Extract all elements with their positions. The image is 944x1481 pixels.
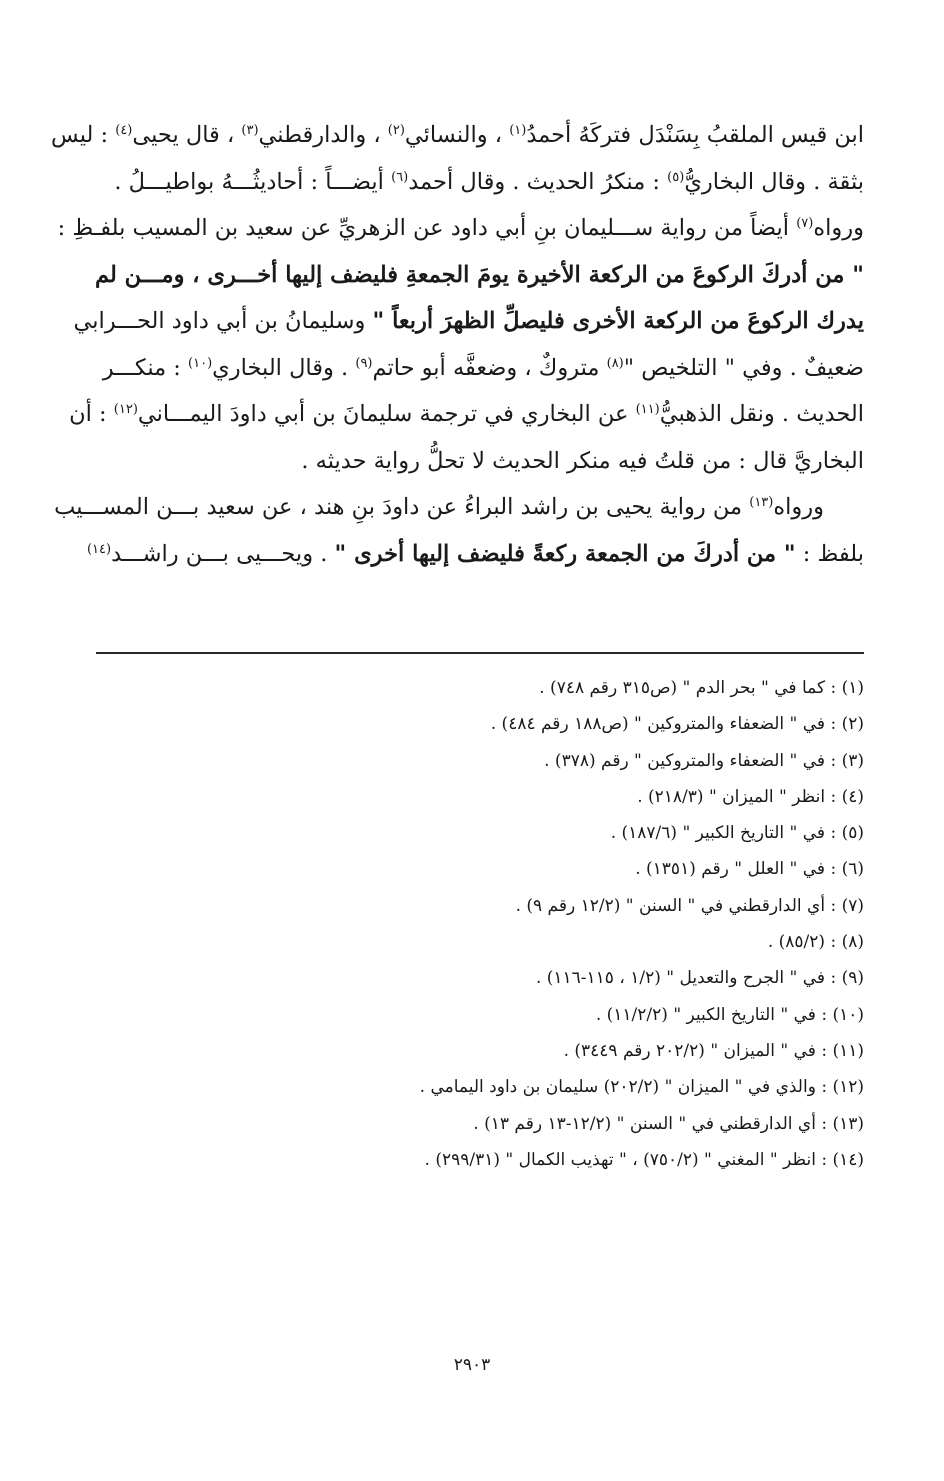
text-span: متروكٌ ، وضعفَّه أبو حاتم — [372, 354, 607, 381]
text-line — [73, 298, 864, 345]
footnote-ref: (٩) — [355, 355, 373, 371]
footnote-ref: (٨) — [606, 355, 624, 371]
text-span: ، والنسائي — [404, 122, 510, 148]
text-line — [86, 531, 864, 578]
text-span: : منكـــر — [102, 354, 189, 381]
text-span: البخاريَّ قال : من قلتُ فيه منكر الحديث لا تحلُّ رواية حديثه . — [301, 447, 864, 474]
text-line — [96, 159, 864, 206]
text-line — [96, 252, 864, 299]
footnote-ref: (٦) — [391, 169, 409, 185]
footnote: (١) : كما في " بحر الدم " (ص٣١٥ رقم ٧٤٨) . — [539, 678, 864, 698]
text-span: ، والدارقطني — [258, 122, 388, 148]
footnote: (٤) : انظر " الميزان " (٢١٨/٣) . — [637, 786, 864, 807]
text-span: بثقة . وقال البخاريُّ — [684, 168, 864, 195]
text-span: عن البخاري في ترجمة سليمانَ بن أبي داودَ اليمـــاني — [137, 401, 636, 427]
footnote: (٢) : في " الضعفاء والمتروكين " (ص١٨٨ رقم ٤٨٤) . — [490, 714, 864, 735]
hadith-text: " من أدركَ الركوعَ من الركعة الأخيرة يومَ الجمعةِ فليضف إليها أخـــرى ، ومـــن لم — [94, 261, 864, 288]
text-span: ورواه — [773, 494, 824, 520]
footnote-ref: (٢) — [387, 123, 405, 138]
footnote: (٣) : في " الضعفاء والمتروكين " رقم (٣٧٨) . — [544, 750, 864, 771]
footnote: (١٠) : في " التاريخ الكبير " (١١/٢/٢) . — [595, 1004, 864, 1025]
footnote: (٧) : أي الدارقطني في " السنن " (١٢/٢ رقم ٩) . — [515, 895, 864, 916]
footnote-ref: (١٤) — [86, 541, 112, 557]
text-span: الحديث . ونقل الذهبيُّ — [659, 401, 864, 427]
footnote: (١٣) : أي الدارقطني في " السنن " (١٢/٢-١٣ رقم ١٣) . — [473, 1113, 864, 1134]
footnote-ref: (١١) — [635, 402, 660, 417]
footnote: (١١) : في " الميزان " (٢٠٢/٢ رقم ٣٤٤٩) . — [563, 1040, 864, 1061]
footnote: (٦) : في " العلل " رقم (١٣٥١) . — [635, 859, 864, 880]
page-number: ٢٩٠٣ — [453, 1355, 491, 1375]
text-span: أيضاً من رواية ســـليمان بنِ أبي داود عن الزهريِّ عن سعيد بن المسيب بلفـظِ : — [57, 215, 797, 241]
text-line — [96, 438, 864, 485]
text-line — [96, 345, 864, 392]
text-span: من رواية يحيى بن راشد البراءُ عن داودَ بنِ هند ، عن سعيد بـــن المســـيب — [54, 494, 750, 520]
text-span: ضعيفٌ . وفي " التلخيص " — [623, 354, 864, 381]
footnote-ref: (١) — [509, 123, 527, 138]
text-span: : ليس — [51, 122, 116, 148]
text-span: بلفظ : — [795, 540, 864, 567]
text-span: . وقال البخاري — [212, 354, 356, 381]
footnote-ref: (١٣) — [749, 495, 774, 510]
text-span: : أن — [69, 401, 114, 427]
footnote-separator — [96, 652, 864, 654]
main-text — [51, 112, 864, 577]
footnote-ref: (٧) — [796, 216, 814, 231]
hadith-text: يدرك الركوعَ من الركعة الأخرى فليصلِّ الظهرَ أربعاً " — [372, 308, 864, 334]
hadith-text: " من أدركَ من الجمعة ركعةً فليضف إليها أخرى " — [334, 540, 796, 567]
text-line — [51, 112, 864, 159]
footnote: (٥) : في " التاريخ الكبير " (١٨٧/٦) . — [610, 823, 864, 844]
text-span: أيضـــاً : أحاديثُـــهُ بواطيـــلُ . — [114, 168, 392, 195]
text-span: ، قال يحيى — [132, 122, 242, 148]
text-line — [54, 484, 864, 531]
footnote-ref: (٣) — [241, 123, 259, 138]
footnote: (١٢) : والذي في " الميزان " (٢٠٢/٢) سليمان بن داود اليمامي . — [419, 1077, 864, 1098]
footnote: (١٤) : انظر " المغني " (٧٥٠/٢) ، " تهذيب الكمال " (٢٩٩/٣١) . — [424, 1149, 864, 1170]
footnote-ref: (١٠) — [188, 355, 213, 371]
footnotes — [96, 670, 864, 1178]
text-line — [69, 391, 864, 438]
text-span: ورواه — [813, 215, 864, 241]
text-span: ابن قيس الملقبُ بِسَنْدَل فتركَهُ أحمدُ — [526, 122, 864, 148]
footnote: (٩) : في " الجرح والتعديل " (١/٢ ، ١١٥-١١٦) . — [535, 968, 864, 989]
footnote: (٨) : (٨٥/٢) . — [767, 932, 864, 953]
footnote-ref: (٥) — [667, 169, 685, 185]
footnote-ref: (١٢) — [113, 402, 138, 417]
text-span: : منكرُ الحديث . وقال أحمد — [408, 168, 668, 195]
text-line — [57, 205, 864, 252]
footnote-ref: (٤) — [115, 123, 133, 138]
text-span: . ويحـــيى بـــن راشـــد — [111, 540, 335, 567]
text-span: وسليمانُ بن أبي داود الحـــرابي — [73, 308, 373, 334]
